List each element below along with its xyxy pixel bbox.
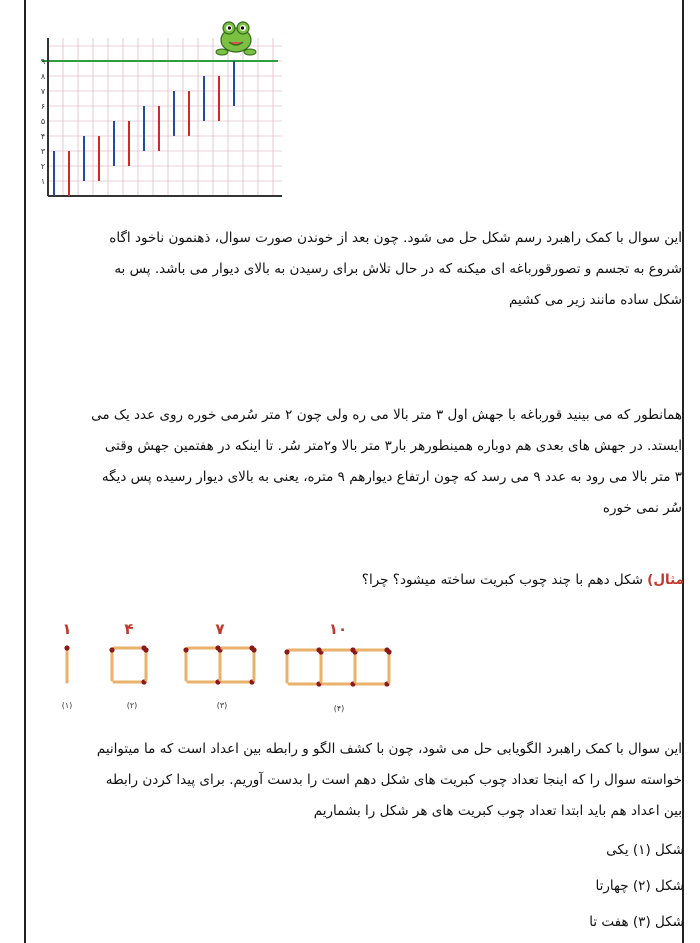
example-label: مثال) xyxy=(647,572,684,588)
matchstick xyxy=(289,681,322,686)
y-tick-label: ۳ xyxy=(40,147,46,156)
matchstick xyxy=(64,645,69,682)
example-heading xyxy=(362,572,684,588)
figure-caption: (۱) xyxy=(61,701,73,710)
y-tick-label: ۸ xyxy=(40,72,46,81)
count-label: ۱۰ xyxy=(328,620,348,638)
matchstick xyxy=(114,679,147,684)
matchstick-figures xyxy=(50,612,420,717)
matchstick xyxy=(357,681,390,686)
matchstick xyxy=(323,681,356,686)
y-tick-label: ۱ xyxy=(40,177,46,186)
count-label: ۱ xyxy=(62,620,72,638)
figure-caption: (۲) xyxy=(126,701,138,710)
figure-caption: (۴) xyxy=(333,704,345,713)
jump-bars xyxy=(54,61,234,196)
y-tick-label: ۷ xyxy=(40,87,46,96)
example-question: شکل دهم با چند چوب کبریت ساخته میشود؟ چرا؟ xyxy=(361,572,648,588)
count-label: ۷ xyxy=(215,620,225,638)
matchstick xyxy=(352,649,357,682)
matchstick xyxy=(222,645,255,650)
matchstick xyxy=(323,647,356,652)
y-tick-labels xyxy=(41,57,46,186)
count-list-item: شکل (۳) هفت تا xyxy=(589,914,684,930)
y-tick-label: ۵ xyxy=(40,117,46,126)
y-tick-label: ۲ xyxy=(40,162,46,171)
frog-icon xyxy=(216,22,256,55)
frog-wall-chart xyxy=(36,14,286,204)
paragraph-pattern-strategy: این سوال با کمک راهبرد الگویابی حل می شود، چون با کشف الگو و رابطه بین اعداد است که ما میتوانیم خواسته سوال را که اینجا تعداد چوب کبریت های شکل دهم است را بدست آوریم. برای پیدا کردن رابطه بین اعداد هم باید ابتدا تعداد چوب کبریت های هر شکل را بشماریم xyxy=(96,741,682,819)
matchstick xyxy=(183,647,188,680)
matchstick xyxy=(188,645,221,650)
matchstick-layer xyxy=(64,645,391,686)
matchstick xyxy=(357,647,390,652)
y-tick-label: ۹ xyxy=(40,57,46,66)
matchstick xyxy=(114,645,147,650)
count-label: ۴ xyxy=(124,620,134,638)
y-tick-label: ۶ xyxy=(40,102,46,111)
matchstick xyxy=(318,649,323,682)
matchstick xyxy=(109,647,114,680)
matchstick xyxy=(284,649,289,682)
matchstick xyxy=(386,649,391,682)
count-list-item: شکل (۱) یکی xyxy=(606,842,684,858)
paragraph-frog-explanation: همانطور که می بینید قورباغه با جهش اول ۳ متر بالا می ره ولی چون ۲ متر سُرمی خوره روی عدد یک می ایستد. در جهش های بعدی هم دوباره همینطورهر بار۳ متر بالا و۲متر سُر. تا اینکه در هفتمین جهش وقتی ۳ متر بالا می رود به عدد ۹ می رسد که چون ارتفاع دیوارهم ۹ متره، یعنی به بالای دیوار رسیده پس دیگه سُر نمی خوره xyxy=(91,407,682,516)
matchstick xyxy=(222,679,255,684)
count-list-item: شکل (۲) چهارتا xyxy=(595,878,684,894)
y-tick-label: ۴ xyxy=(40,132,46,141)
matchstick xyxy=(188,679,221,684)
matchstick xyxy=(251,647,256,680)
paragraph-drawing-strategy: این سوال با کمک راهبرد رسم شکل حل می شود. چون بعد از خوندن صورت سوال، ذهنمون ناخود اگاه شروع به تجسم و تصورقورباغه ای میکنه که در حال تلاش برای رسیدن به بالای دیوار می باشد. پس به شکل ساده مانند زیر می کشیم xyxy=(109,230,682,308)
matchstick xyxy=(217,647,222,680)
figure-caption: (۳) xyxy=(216,701,228,710)
matchstick xyxy=(289,647,322,652)
matchstick xyxy=(143,647,148,680)
